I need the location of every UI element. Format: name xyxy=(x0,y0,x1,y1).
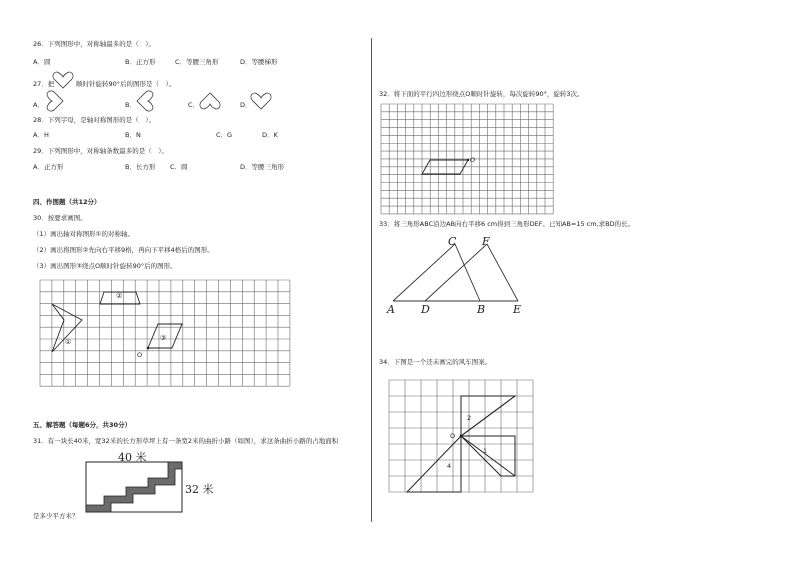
q26-option-b[interactable]: B．正方形 xyxy=(125,58,156,66)
q27-option-d-heart-icon xyxy=(250,92,272,110)
q34-blade-1 xyxy=(461,436,515,476)
q27-option-b-heart-icon xyxy=(136,90,156,112)
q32-point-o xyxy=(467,159,469,161)
section-5-heading: 五、解答题（每题6分，共30分） xyxy=(33,421,132,429)
q33-label-f: F xyxy=(482,235,490,248)
q27-option-a-heart-icon xyxy=(44,90,64,112)
column-divider xyxy=(371,38,372,522)
q29-option-c[interactable]: C．圆 xyxy=(170,163,188,171)
q28-option-b[interactable]: B．N xyxy=(125,131,141,139)
q33-side-cb xyxy=(455,244,480,301)
q27-stem-a: 27．把 xyxy=(33,80,55,88)
section-4-heading: 四、作图题（共12分） xyxy=(33,198,101,206)
q33-side-ac xyxy=(393,244,455,301)
q33-stem: 33．将三角形ABC沿边AB向右平移6 cm得到三角形DEF。已知AB=15 cm,求BD的长。 xyxy=(379,220,635,228)
q30-label-2: ② xyxy=(116,292,123,300)
q30-item-3: （3）画出图形③绕点O顺时针旋转90°后的图形。 xyxy=(33,262,177,270)
q33-label-c: C xyxy=(448,235,457,248)
q32-label-o: O xyxy=(470,156,476,164)
q27-stem-b: 顺时针旋转90°后的图形是（ ）。 xyxy=(76,80,176,88)
q33-label-d: D xyxy=(421,303,430,316)
q26-option-a[interactable]: A．圆 xyxy=(33,58,51,66)
q34-stem: 34．下图是一个还未画完的风车图案。 xyxy=(379,358,492,366)
q34-label-1: 1 xyxy=(483,447,488,455)
q27-option-c[interactable]: C． xyxy=(188,101,200,109)
q31-stem-end: 是多少平方米？ xyxy=(33,512,79,520)
q30-point-o xyxy=(147,347,150,350)
q31-length-label: 40 米 xyxy=(118,451,147,464)
q31-width-label: 32 米 xyxy=(185,483,214,496)
q32-stem: 32．将下面的平行四边形绕点O顺时针旋转，每次旋转90°，旋转3次。 xyxy=(379,90,584,98)
q29-option-d[interactable]: D．等腰三角形 xyxy=(240,163,285,171)
q33-side-fe xyxy=(487,244,518,301)
q30-item-2: （2）画出将图形②先向右平移9格，再向下平移4格后的图形。 xyxy=(33,246,214,254)
q34-label-o: O xyxy=(450,432,456,440)
q26-stem: 26．下列图形中，对称轴最多的是（ ）。 xyxy=(33,40,156,48)
q28-option-a[interactable]: A．H xyxy=(33,131,49,139)
q30-label-3: ③ xyxy=(160,334,167,342)
q34-point-o xyxy=(460,435,463,438)
q30-stem: 30．按要求画图。 xyxy=(33,214,87,222)
q33-label-a: A xyxy=(387,303,395,316)
q32-shapes xyxy=(381,104,553,214)
q33-side-df xyxy=(425,244,487,301)
q29-option-a[interactable]: A．正方形 xyxy=(33,163,64,171)
q26-option-d[interactable]: D．等腰梯形 xyxy=(240,58,278,66)
q30-label-1: ① xyxy=(65,338,72,346)
q29-stem: 29．下列图形中，对称轴条数最多的是（ ）。 xyxy=(33,147,169,155)
q28-option-d[interactable]: D．K xyxy=(262,131,278,139)
q28-stem: 28．下列字母，是轴对称图形的是（ ）。 xyxy=(33,116,156,124)
q30-item-1: （1）画出轴对称图形①的对称轴。 xyxy=(33,230,134,238)
q30-shapes xyxy=(40,280,290,386)
q27-option-c-heart-icon xyxy=(199,92,221,110)
q34-label-2: 2 xyxy=(467,414,472,422)
q33-label-e: E xyxy=(513,303,522,316)
q26-option-c[interactable]: C．等腰三角形 xyxy=(175,58,219,66)
q34-shapes xyxy=(389,380,533,492)
q34-blade-4 xyxy=(407,436,461,492)
heart-icon xyxy=(52,71,74,89)
q34-label-4: 4 xyxy=(447,462,452,470)
q32-parallelogram xyxy=(422,160,468,174)
q27-option-d[interactable]: D． xyxy=(240,101,252,109)
q27-option-a[interactable]: A． xyxy=(33,101,44,109)
q33-label-b: B xyxy=(477,303,486,316)
q27-option-b[interactable]: B． xyxy=(125,101,136,109)
q30-label-o: O xyxy=(137,351,143,359)
q28-option-c[interactable]: C．G xyxy=(216,131,233,139)
q31-stem: 31．有一块长40米，宽32米的长方形草坪上有一条宽2米的曲折小路（如图），求这条曲折小路的占地面积 xyxy=(33,437,339,445)
q29-option-b[interactable]: B．长方形 xyxy=(125,163,156,171)
